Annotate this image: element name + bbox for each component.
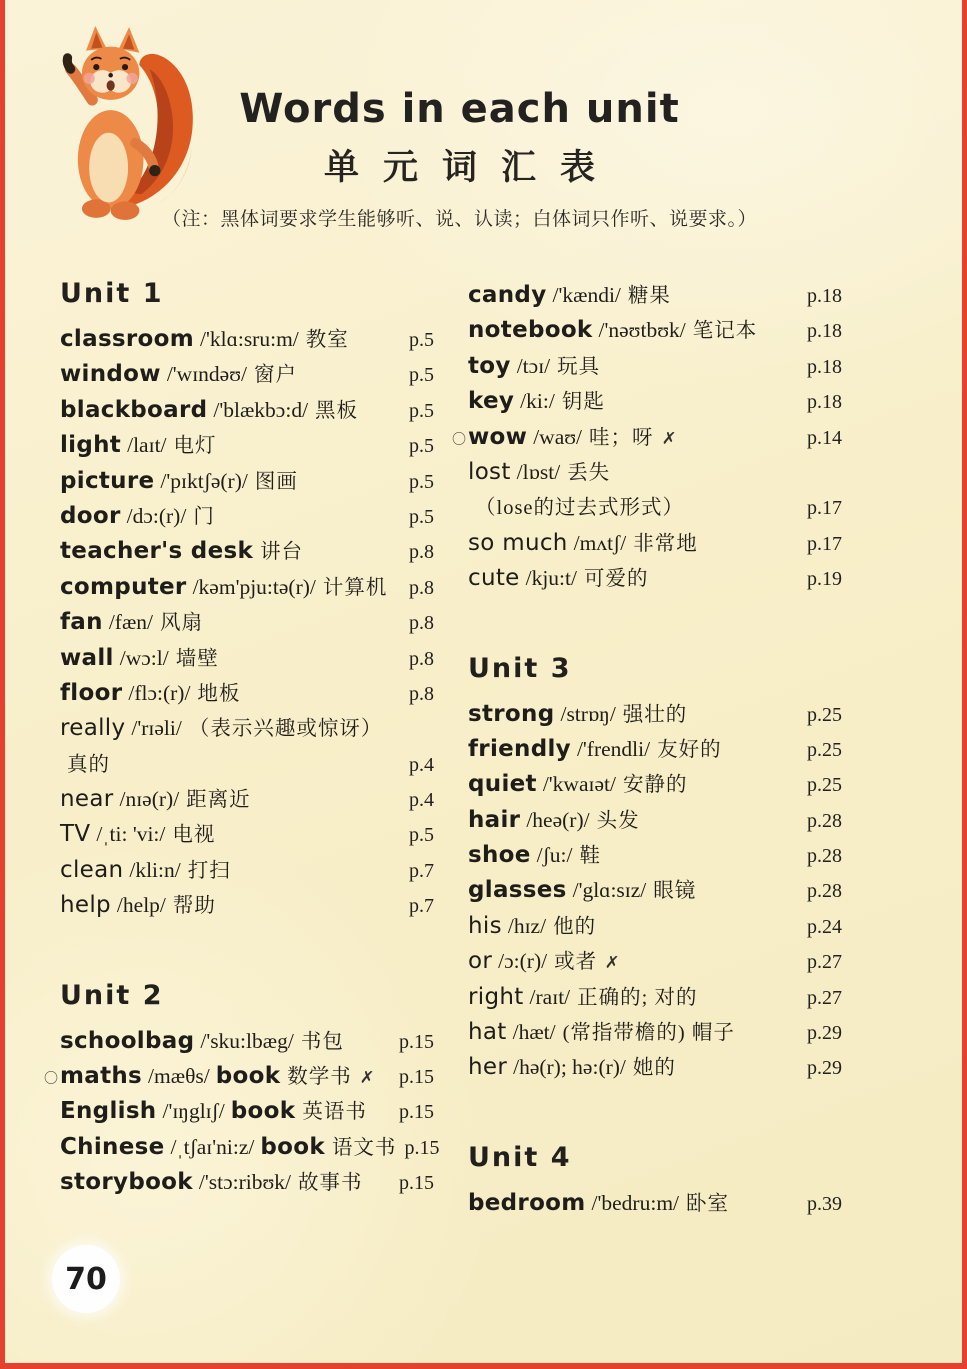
vocab-page-ref: p.29 [807,1057,842,1080]
vocab-meaning-chinese: 语文书 [331,1136,397,1159]
vocab-entry [468,697,842,732]
vocab-page-ref: p.27 [807,986,842,1009]
vocab-word: help [60,892,111,919]
vocab-page-ref: p.19 [807,568,842,591]
vocab-entry-text [60,853,231,883]
vocab-word-secondary: book [230,1098,296,1125]
vocab-entry-text [60,534,303,564]
vocab-phonetic: /'pɪktʃə(r)/ [160,468,248,493]
vocab-meaning-chinese: 电灯 [173,435,217,458]
vocab-entry [468,873,842,908]
vocab-word: hair [468,806,521,833]
vocab-phonetic: /ki:/ [520,389,555,414]
vocab-word: her [468,1054,508,1081]
vocab-meaning-chinese: 丢失 [567,461,611,484]
vocab-entry-text [468,278,671,308]
vocab-entry [60,1165,434,1200]
vocab-word: blackboard [60,396,208,423]
vocab-entry [468,944,842,979]
vocab-phonetic: /dɔ:(r)/ [126,503,187,528]
vocab-entry [468,1050,842,1085]
vocab-word: storybook [60,1169,193,1196]
vocab-page-ref: p.8 [409,647,434,670]
vocab-phonetic: /strɒŋ/ [560,701,616,726]
vocab-entry [60,817,434,852]
vocab-page-ref: p.15 [399,1101,434,1124]
vocab-entry [468,278,842,313]
vocab-word: quiet [468,771,537,798]
page-title: Words in each unit [239,86,680,132]
vocab-page-ref: p.25 [807,738,842,761]
vocab-meaning-chinese: 可爱的 [583,568,649,591]
vocab-page-ref: p.7 [409,895,434,918]
handwritten-x-mark: ✗ [660,428,677,450]
vocab-phonetic: /'blækbɔ:d/ [213,397,309,422]
unit-section [452,278,842,597]
vocab-page-ref: p.5 [409,435,434,458]
vocab-word: classroom [60,326,195,352]
vocab-entry-text: 〇wow /waʊ/ 哇；呀 ✗ [452,423,677,450]
vocab-entry [60,357,434,392]
vocab-entry [60,641,434,676]
vocab-word: right [468,983,524,1010]
vocab-page-ref: p.4 [409,753,434,776]
vocab-word: computer [60,573,187,600]
vocab-entry-text: 〇maths /mæθs/ book 数学书 ✗ [44,1063,375,1090]
vocab-word: door [60,502,121,529]
vocab-entry [60,888,434,923]
vocab-word: TV [60,821,91,848]
vocab-meaning-chinese: 墙壁 [175,647,219,670]
page-edge-red-line-right [962,0,967,1369]
vocab-entry-text [468,561,648,591]
vocab-meaning-chinese: 糖果 [627,285,671,307]
usage-note: （注：黑体词要求学生能够听、说、认读；白体词只作听、说要求。） [161,209,757,230]
vocab-meaning-chinese: 英语书 [302,1101,367,1124]
vocab-entry [468,349,842,384]
vocab-word: clean [60,856,124,883]
vocab-entry [60,782,434,817]
page-header [0,86,943,231]
vocab-meaning-chinese: 距离近 [186,789,251,812]
vocab-meaning-chinese: 笔记本 [692,320,758,343]
vocab-page-ref: p.15 [399,1030,434,1053]
vocab-meaning-chinese: 黑板 [315,399,359,422]
vocab-entry [60,1024,434,1059]
vocab-entry [468,803,842,838]
vocab-entry-text [468,490,684,520]
vocab-entry-text [468,349,600,379]
vocab-entry-text [468,803,640,833]
vocab-word: glasses [468,877,567,904]
vocab-entry [60,570,434,605]
unit-heading: Unit 1 [60,278,164,309]
unit-heading: Unit 4 [468,1141,572,1173]
vocab-page-ref: p.15 [404,1136,440,1159]
vocab-entry-text [60,711,382,741]
vocab-page-ref: p.17 [807,532,842,555]
unit-section [468,653,842,1086]
vocab-meaning-chinese: 真的 [67,753,110,776]
vocab-page-ref: p.18 [807,285,842,307]
vocab-entry-text [468,980,697,1010]
vocab-entry-text [60,747,110,777]
vocab-page-ref: p.8 [409,541,434,564]
vocab-entry-text [60,1130,396,1160]
vocab-entry-text [468,1050,676,1080]
vocab-meaning-chinese: 玩具 [557,355,601,378]
vocab-phonetic: /raɪt/ [529,984,571,1009]
page-subtitle-chinese: 单元词汇表 [323,148,619,187]
vocab-entry-text [60,322,349,352]
vocab-meaning-chinese: 友好的 [657,738,722,761]
vocab-entry [60,534,434,569]
vocab-entry [452,420,842,455]
vocab-word: shoe [468,842,531,869]
vocab-entry-text [468,313,757,343]
vocab-meaning-chinese: 正确的; 对的 [577,986,698,1009]
vocab-meaning-chinese: 她的 [632,1057,676,1080]
vocab-phonetic: /'sku:lbæg/ [200,1028,294,1053]
vocab-word: cute [468,565,520,592]
unit-section [468,1142,842,1221]
vocab-entry [60,1130,440,1165]
vocab-page-ref: p.18 [807,355,842,378]
vocab-word: near [60,786,114,813]
vocab-word: his [468,912,502,939]
vocab-meaning-chinese: 他的 [553,915,597,938]
vocab-entry-text [468,384,605,414]
vocab-entry [60,605,434,640]
vocab-word: strong [468,700,555,727]
vocab-entry [60,1094,434,1129]
vocab-phonetic: /mʌtʃ/ [573,530,627,555]
vocab-entry-text [60,641,219,671]
vocab-word: notebook [468,317,593,344]
vocab-entry-text [60,1165,363,1195]
vocab-phonetic: /kli:n/ [129,857,181,882]
vocab-page-ref: p.4 [409,789,434,812]
vocab-phonetic: /flɔ:(r)/ [128,680,191,705]
vocab-page-ref: p.25 [807,774,842,797]
vocab-phonetic: /'kændi/ [552,283,621,307]
vocab-phonetic: /'wɪndəʊ/ [166,362,247,387]
vocab-word: light [60,432,122,459]
vocab-word: so much [468,529,568,556]
vocab-page-ref: p.27 [807,951,842,974]
vocab-phonetic: /fæn/ [108,610,154,635]
vocab-entry [468,767,842,802]
vocab-phonetic: /laɪt/ [127,433,167,458]
vocab-entry [468,313,842,348]
vocab-entry [468,526,842,561]
vocab-page-ref: p.7 [409,859,434,882]
vocab-meaning-chinese: 门 [193,505,215,528]
vocab-page-ref: p.8 [409,576,434,599]
vocab-phonetic: /ʃu:/ [536,843,573,868]
vocab-page-ref: p.5 [409,399,434,422]
vocab-entry [468,1015,842,1050]
vocab-entry-text [60,1094,367,1124]
vocab-entry [468,980,842,1015]
vocab-meaning-chinese: 钥匙 [561,391,605,414]
vocab-entry-text [468,1186,729,1216]
vocab-phonetic: /'bedru:m/ [591,1190,680,1215]
vocab-meaning-chinese: 打扫 [187,859,231,882]
vocab-word: maths [60,1063,143,1090]
vocab-entry [60,853,434,888]
vocab-page-ref: p.29 [807,1022,842,1045]
vocab-word: picture [60,467,155,494]
vocab-column-left [44,278,440,1201]
vocab-phonetic: /waʊ/ [533,424,583,449]
vocab-entry-text [468,732,722,762]
vocab-column-right [452,278,842,1221]
vocab-entry [468,490,842,525]
unit-heading: Unit 3 [468,652,572,684]
vocab-meaning-chinese: 强壮的 [622,703,688,726]
vocab-entry-text [468,873,696,903]
vocab-entry-text [60,888,216,918]
vocab-entry-text [60,464,298,494]
page-number-badge: 70 [52,1245,120,1313]
vocab-meaning-chinese: 窗户 [254,364,297,387]
vocab-meaning-chinese: 非常地 [633,532,698,555]
vocab-page-ref: p.28 [807,845,842,868]
vocab-word: bedroom [468,1189,586,1216]
unit-section [60,278,434,924]
vocab-entry-text [60,393,358,423]
vocab-phonetic: /'klɑ:sru:m/ [200,327,299,351]
vocab-page-ref: p.8 [409,682,434,705]
unit-heading: Unit 2 [60,979,164,1011]
vocab-entry [60,711,434,746]
vocab-meaning-chinese: 眼镜 [653,880,697,903]
vocab-word: wow [468,423,528,450]
vocab-entry [468,561,842,596]
vocab-entry [60,499,434,534]
vocab-entry [468,455,842,490]
vocab-entry [60,747,434,782]
vocab-phonetic: /hə(r); hə:(r)/ [513,1055,626,1080]
vocab-page-ref: p.28 [807,809,842,832]
vocab-phonetic: /'stɔ:ribʊk/ [198,1170,292,1195]
vocab-meaning-chinese: 图画 [254,470,298,493]
vocab-entry-text [60,676,240,706]
vocab-entry [468,909,842,944]
vocab-phonetic: /tɔɪ/ [516,353,551,378]
vocab-phonetic: /'frendli/ [576,736,651,761]
vocab-meaning-chinese: 书包 [300,1030,344,1053]
vocab-meaning-chinese: 安静的 [622,774,688,797]
vocab-meaning-chinese: （表示兴趣或惊讶） [188,718,383,741]
vocab-entry-text [468,455,610,485]
vocab-word: English [60,1098,157,1125]
vocab-word-secondary: book [215,1063,281,1090]
vocab-phonetic: /lɒst/ [516,459,561,484]
vocab-word: schoolbag [60,1027,195,1054]
handwritten-x-mark: ✗ [359,1067,375,1089]
vocab-entry-text [468,838,601,868]
vocab-word: candy [468,282,547,308]
vocab-word: teacher's desk [60,538,254,565]
vocab-phonetic: /'ɪŋglɪʃ/ [162,1099,225,1124]
vocab-meaning-chinese: (常指带檐的) 帽子 [562,1022,735,1045]
vocab-phonetic: /nɪə(r)/ [119,787,180,812]
vocab-meaning-chinese: 故事书 [298,1172,363,1195]
vocab-word: really [60,715,126,742]
vocab-phonetic: /hɪz/ [507,913,547,938]
vocab-word: wall [60,644,114,671]
vocab-phonetic: /ɔ:(r)/ [498,949,548,974]
vocab-page-ref: p.18 [807,320,842,343]
vocab-phonetic: /ˌtʃaɪ'ni:z/ [170,1134,255,1159]
vocab-word: fan [60,609,103,636]
vocab-phonetic: /heə(r)/ [526,807,590,832]
vocab-word: floor [60,679,123,706]
vocab-meaning-chinese: 或者 [554,951,598,974]
vocab-page-ref: p.39 [807,1192,842,1215]
vocab-page-ref: p.25 [807,703,842,726]
vocab-entry-text [60,357,297,387]
vocab-entry-text [468,909,596,939]
vocab-entry [60,428,434,463]
vocab-entry-text [60,1024,344,1054]
vocab-entry-text [60,605,203,635]
vocab-page-ref: p.14 [807,426,842,449]
vocab-word: friendly [468,735,571,762]
vocab-page-ref: p.5 [409,329,434,351]
vocab-entry [468,384,842,419]
vocab-page-ref: p.5 [409,824,434,847]
vocab-phonetic: /'nəʊtbʊk/ [598,318,686,343]
vocab-page-ref: p.17 [807,497,842,520]
vocab-word: toy [468,352,511,379]
vocab-entry [60,322,434,357]
vocab-page-ref: p.5 [409,364,434,387]
vocab-meaning-chinese: 哇；呀 [589,426,654,449]
vocab-phonetic: /kju:t/ [525,566,577,591]
vocab-word: lost [468,458,511,485]
vocab-entry-text [60,428,217,458]
vocab-entry [44,1059,434,1094]
vocab-word: hat [468,1019,507,1046]
unit-section [44,979,440,1201]
vocab-word: Chinese [60,1133,165,1160]
vocab-meaning-chinese: 数学书 [287,1066,352,1089]
vocab-entry-text [468,767,687,797]
vocab-phonetic: /kəm'pju:tə(r)/ [192,574,316,599]
vocab-page-ref: p.28 [807,880,842,903]
vocab-meaning-chinese: 地板 [197,682,241,705]
vocab-entry-text [60,499,215,529]
vocab-page-ref: p.5 [409,505,434,528]
vocab-meaning-chinese: 风扇 [160,612,204,635]
vocab-phonetic: /mæθs/ [148,1064,210,1089]
vocab-meaning-chinese: 电视 [172,824,216,847]
vocab-entry [468,1186,842,1221]
vocab-entry [468,838,842,873]
vocab-word: key [468,388,515,415]
vocab-entry [60,676,434,711]
vocab-entry-text [60,817,215,847]
vocab-entry [60,393,434,428]
vocab-entry [60,464,434,499]
vocab-page-ref: p.5 [409,470,434,493]
vocab-page-ref: p.8 [409,612,434,635]
vocab-entry [468,732,842,767]
vocab-phonetic: /ˌti: 'vi:/ [96,822,166,847]
vocab-word-secondary: book [260,1133,325,1160]
vocab-meaning-chinese: （lose的过去式形式） [475,497,685,520]
vocab-meaning-chinese: 鞋 [579,845,602,868]
vocab-page-ref: p.15 [399,1172,434,1195]
vocab-phonetic: /'kwaɪət/ [542,772,616,797]
vocab-entry-text [468,697,687,727]
vocab-meaning-chinese: 卧室 [686,1192,730,1215]
vocab-meaning-chinese: 头发 [596,809,640,832]
vocab-phonetic: /wɔ:l/ [119,645,169,670]
vocab-page-ref: p.18 [807,391,842,414]
vocab-phonetic: /hæt/ [512,1020,556,1045]
vocab-phonetic: /'glɑ:sɪz/ [572,878,647,903]
vocab-entry-text [468,944,619,974]
vocab-entry-text [60,570,387,600]
vocab-word: window [60,361,161,388]
page-edge-red-line-bottom [0,1363,967,1369]
vocab-page-ref: p.15 [399,1066,434,1089]
vocab-meaning-chinese: 教室 [305,329,349,351]
vocab-page-ref: p.24 [807,915,842,938]
vocab-meaning-chinese: 计算机 [322,576,388,599]
vocab-entry-text [468,526,698,556]
vocab-phonetic: /'rɪəli/ [131,716,182,741]
vocab-meaning-chinese: 帮助 [172,895,216,918]
vocab-phonetic: /help/ [116,893,166,918]
vocab-meaning-chinese: 讲台 [260,541,304,564]
vocab-entry-text [468,1015,735,1045]
vocab-word: or [468,948,493,975]
handwritten-x-mark: ✗ [604,952,621,974]
vocab-entry-text [60,782,251,812]
